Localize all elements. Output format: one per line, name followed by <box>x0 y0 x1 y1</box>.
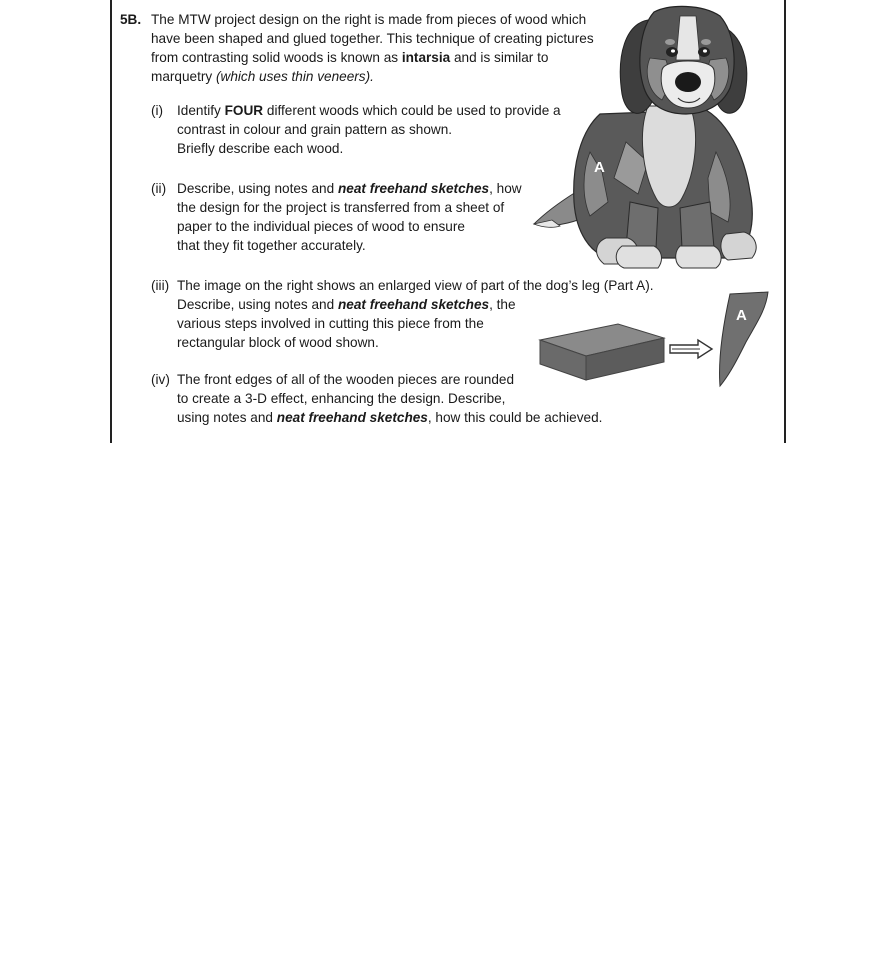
intro-line-2: have been shaped and glued together. This technique of creating pictures <box>151 31 594 46</box>
part-i-line-2: contrast in colour and grain pattern as shown. <box>177 122 453 137</box>
arrow-icon <box>668 338 714 360</box>
intro-line-4: marquetry (which uses thin veneers). <box>151 69 374 84</box>
part-i-line-3: Briefly describe each wood. <box>177 141 344 156</box>
part-i-line-1: Identify FOUR different woods which could be used to provide a <box>177 103 561 118</box>
part-ii-label: (ii) <box>151 181 167 196</box>
part-iii-line-2: Describe, using notes and neat freehand sketches, the <box>177 297 516 312</box>
part-iv-label: (iv) <box>151 372 170 387</box>
piece-marker-a: A <box>736 307 747 324</box>
intarsia-dog-image <box>530 2 762 270</box>
part-iii-line-4: rectangular block of wood shown. <box>177 335 379 350</box>
wood-block-image <box>536 320 668 382</box>
intro-line-1: The MTW project design on the right is made from pieces of wood which <box>151 12 587 27</box>
part-iii-label: (iii) <box>151 278 170 293</box>
part-ii-line-2: the design for the project is transferred from a sheet of <box>177 200 505 215</box>
part-ii-line-3: paper to the individual pieces of wood to ensure <box>177 219 465 234</box>
part-iv-line-1: The front edges of all of the wooden pieces are rounded <box>177 372 515 387</box>
part-i-label: (i) <box>151 103 164 118</box>
intro-line-3: from contrasting solid woods is known as intarsia and is similar to <box>151 50 549 65</box>
part-iv-line-2: to create a 3-D effect, enhancing the design. Describe, <box>177 391 506 406</box>
part-iii-line-3: various steps involved in cutting this piece from the <box>177 316 484 331</box>
part-iii-line-1: The image on the right shows an enlarged view of part of the dog’s leg (Part A). <box>177 278 654 293</box>
intarsia-term: intarsia <box>401 50 451 65</box>
question-number: 5B. <box>120 12 142 27</box>
part-ii-line-4: that they fit together accurately. <box>177 238 366 253</box>
leg-piece-image <box>716 290 772 390</box>
part-iv-line-3: using notes and neat freehand sketches, how this could be achieved. <box>177 410 603 425</box>
part-ii-line-1: Describe, using notes and neat freehand sketches, how <box>177 181 522 196</box>
dog-marker-a: A <box>594 159 605 176</box>
